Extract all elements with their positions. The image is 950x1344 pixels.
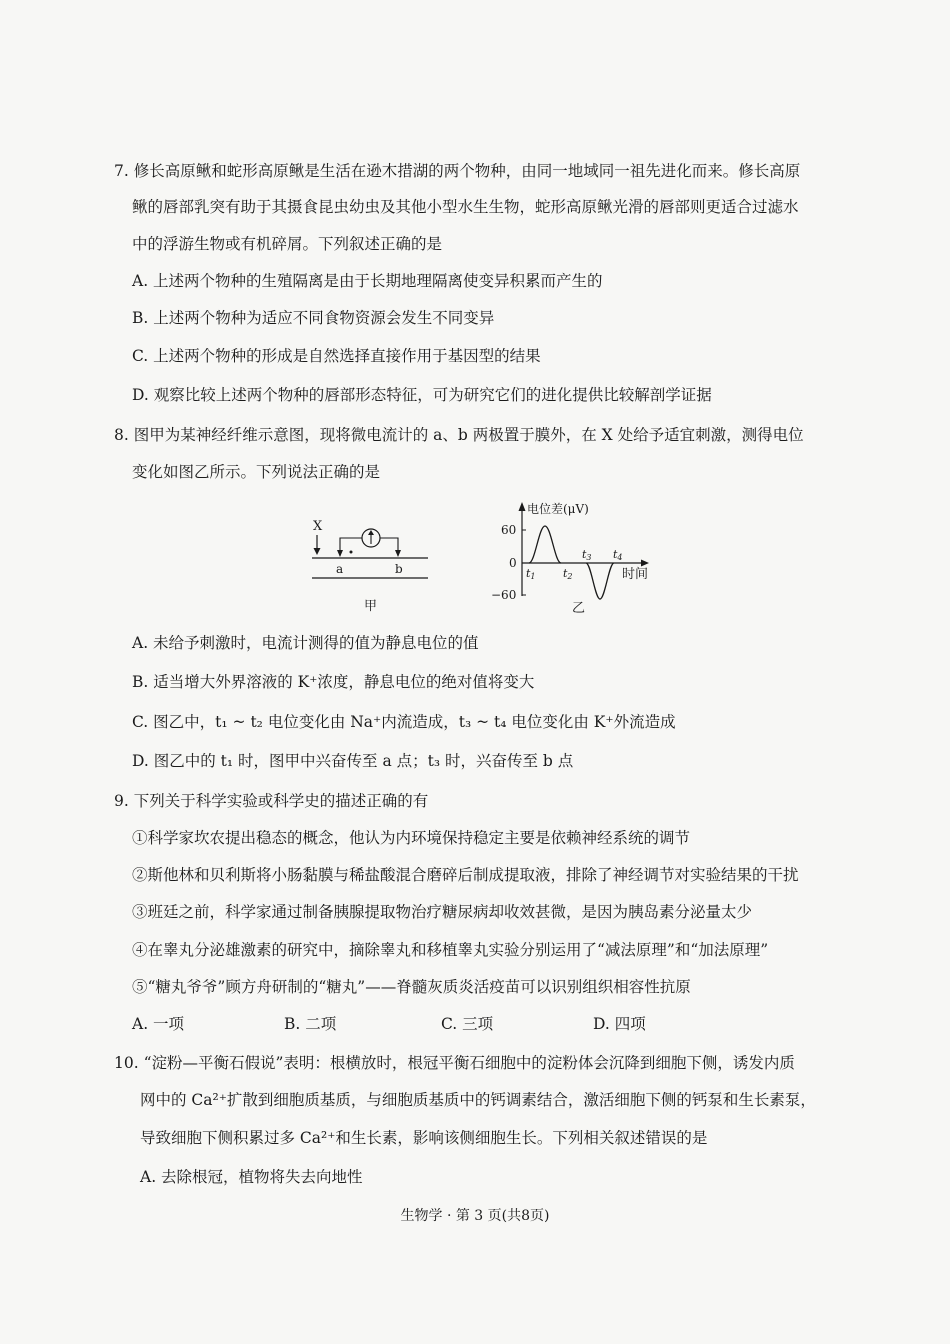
- t1-label: t1: [526, 567, 536, 581]
- q10-stem-line-2: 网中的 Ca²⁺扩散到细胞质基质，与细胞质基质中的钙调素结合，激活细胞下侧的钙泵和生长素泵，: [140, 1091, 816, 1109]
- q9-statement-4: ④在睾丸分泌雄激素的研究中，摘除睾丸和移植睾丸实验分别运用了“减法原理”和“加法原理”: [132, 941, 769, 959]
- figure-jia-nerve-fiber: [300, 512, 440, 622]
- q7-option-d: D. 观察比较上述两个物种的唇部形态特征，可为研究它们的进化提供比较解剖学证据: [132, 386, 712, 404]
- q7-stem-line-3: 中的浮游生物或有机碎屑。下列叙述正确的是: [132, 235, 443, 253]
- q9-statement-3: ③班廷之前，科学家通过制备胰腺提取物治疗糖尿病却收效甚微，是因为胰岛素分泌量太少: [132, 903, 753, 921]
- q9-statement-5: ⑤“糖丸爷爷”顾方舟研制的“糖丸”——脊髓灰质炎活疫苗可以识别组织相容性抗原: [132, 978, 691, 996]
- q7-option-c: C. 上述两个物种的形成是自然选择直接作用于基因型的结果: [132, 347, 541, 365]
- q8-option-b: B. 适当增大外界溶液的 K⁺浓度，静息电位的绝对值将变大: [132, 673, 535, 691]
- y-tick-label-60: 60: [501, 523, 517, 537]
- figure-yi-caption: 乙: [572, 601, 586, 616]
- x-axis-arrow: [641, 560, 649, 567]
- figure-yi-potential-graph: [485, 496, 665, 618]
- galvanometer-needle-head: [368, 530, 374, 535]
- stimulus-x-label: X: [313, 519, 323, 534]
- q9-option-a: A. 一项: [132, 1015, 185, 1033]
- q8-stem-line-1: 8. 图甲为某神经纤维示意图，现将微电流计的 a、b 两极置于膜外，在 X 处给予适宜刺激，测得电位: [114, 426, 804, 444]
- t2-label: t2: [563, 567, 573, 581]
- q9-statement-1: ①科学家坎农提出稳态的概念，他认为内环境保持稳定主要是依赖神经系统的调节: [132, 829, 691, 847]
- figure-jia-caption: 甲: [364, 599, 378, 614]
- q9-option-d: D. 四项: [593, 1015, 646, 1033]
- q8-option-c: C. 图乙中，t₁ ~ t₂ 电位变化由 Na⁺内流造成，t₃ ~ t₄ 电位变化由 K⁺外流造成: [132, 713, 676, 731]
- q9-stem: 9. 下列关于科学实验或科学史的描述正确的有: [114, 792, 429, 810]
- q9-statement-2: ②斯他林和贝利斯将小肠黏膜与稀盐酸混合磨碎后制成提取液，排除了神经调节对实验结果的干扰: [132, 866, 799, 884]
- stimulus-arrow-head: [314, 548, 321, 555]
- electrode-a-arrow: [337, 550, 343, 557]
- q8-option-a: A. 未给予刺激时，电流计测得的值为静息电位的值: [132, 634, 479, 652]
- q7-stem-line-2: 鳅的唇部乳突有助于其摄食昆虫幼虫及其他小型水生生物，蛇形高原鳅光滑的唇部则更适合过滤水: [132, 198, 799, 216]
- t4-label: t4: [613, 548, 623, 562]
- q7-stem-line-1: 7. 修长高原鳅和蛇形高原鳅是生活在逊木措湖的两个物种，由同一地域同一祖先进化而来。修长高原: [114, 162, 801, 180]
- x-axis-label: 时间: [622, 567, 649, 582]
- electrode-a-label: a: [336, 562, 344, 576]
- dot-marker: [350, 551, 353, 554]
- q10-stem-line-1: 10. “淀粉—平衡石假说”表明：根横放时，根冠平衡石细胞中的淀粉体会沉降到细胞下侧，诱发内质: [114, 1054, 795, 1072]
- y-tick-label-neg60: −60: [491, 588, 517, 602]
- y-tick-label-0: 0: [509, 556, 517, 570]
- y-axis-arrow: [519, 502, 526, 511]
- q10-option-a: A. 去除根冠，植物将失去向地性: [140, 1168, 363, 1186]
- electrode-b-arrow: [395, 550, 401, 557]
- negative-wave: [586, 563, 614, 599]
- q7-option-a: A. 上述两个物种的生殖隔离是由于长期地理隔离使变异积累而产生的: [132, 272, 603, 290]
- t3-label: t3: [582, 548, 592, 562]
- q9-option-b: B. 二项: [284, 1015, 337, 1033]
- q9-option-c: C. 三项: [441, 1015, 494, 1033]
- galvanometer-wire-right: [380, 538, 398, 556]
- electrode-b-label: b: [395, 562, 403, 576]
- y-axis-label: 电位差(μV): [527, 502, 589, 516]
- page-footer: 生物学 · 第 3 页(共8页): [400, 1208, 550, 1224]
- positive-wave: [529, 526, 561, 563]
- q10-stem-line-3: 导致细胞下侧积累过多 Ca²⁺和生长素，影响该侧细胞生长。下列相关叙述错误的是: [140, 1129, 708, 1147]
- q7-option-b: B. 上述两个物种为适应不同食物资源会发生不同变异: [132, 309, 495, 327]
- q8-stem-line-2: 变化如图乙所示。下列说法正确的是: [132, 463, 381, 481]
- q8-option-d: D. 图乙中的 t₁ 时，图甲中兴奋传至 a 点；t₃ 时，兴奋传至 b 点: [132, 752, 574, 770]
